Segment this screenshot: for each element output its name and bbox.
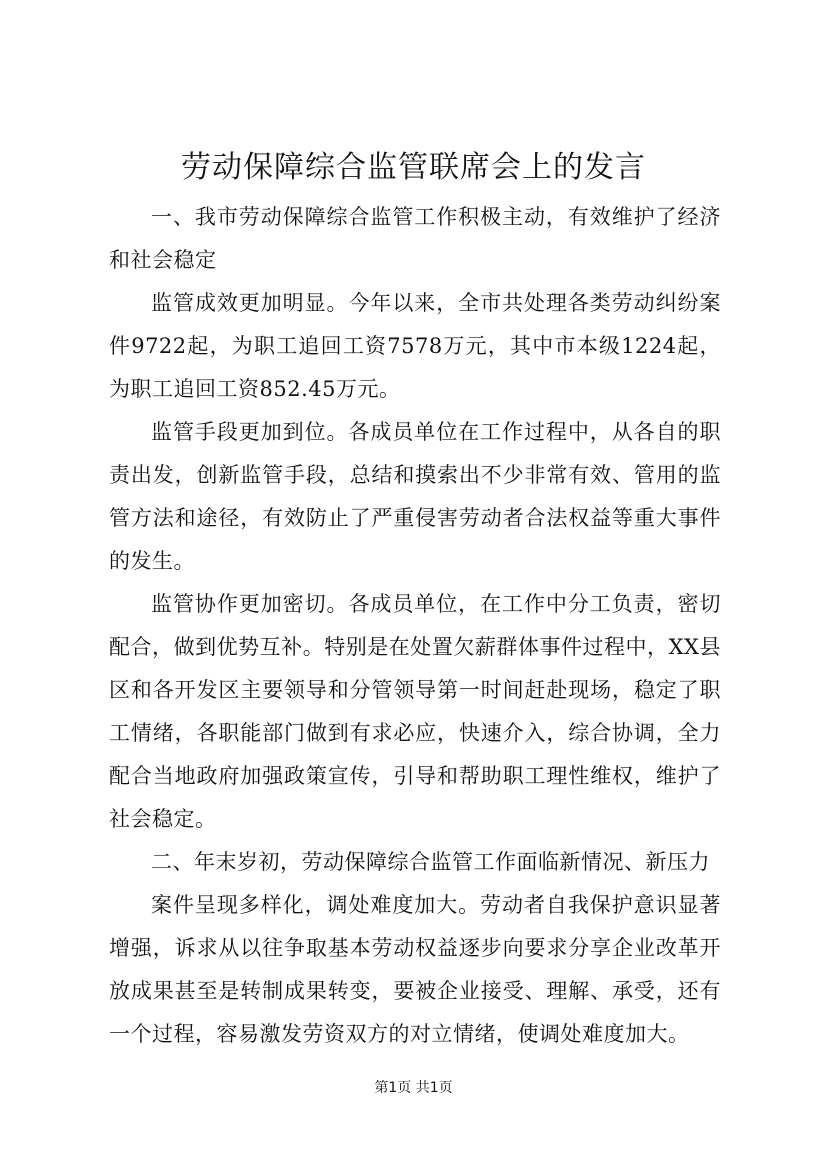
paragraph-supervision-results: 监管成效更加明显。今年以来，全市共处理各类劳动纠纷案件9722起，为职工追回工资7578万元，其中市本级1224起，为职工追回工资852.45万元。 bbox=[109, 291, 721, 401]
page-footer: 第1页 共1页 bbox=[374, 1080, 453, 1096]
paragraph-case-diversification: 案件呈现多样化，调处难度加大。劳动者自我保护意识显著增强，诉求从以往争取基本劳动权益逐步向要求分享企业改革开放成果甚至是转制成果转变，要被企业接受、理解、承受，还有一个过程，容易激发劳资双方的对立情绪，使调处难度加大。 bbox=[109, 893, 721, 1046]
document-body bbox=[109, 196, 721, 1056]
section-heading-1: 一、我市劳动保障综合监管工作积极主动，有效维护了经济和社会稳定 bbox=[109, 205, 721, 272]
section-heading-2: 二、年末岁初，劳动保障综合监管工作面临新情况、新压力 bbox=[151, 850, 710, 874]
paragraph-supervision-cooperation: 监管协作更加密切。各成员单位，在工作中分工负责，密切配合，做到优势互补。特别是在处置欠薪群体事件过程中，XX县区和各开发区主要领导和分管领导第一时间赶赴现场，稳定了职工情绪，各职能部门做到有求必应，快速介入，综合协调，全力配合当地政府加强政策宣传，引导和帮助职工理性维权，维护了社会稳定。 bbox=[109, 592, 721, 831]
document-title: 劳动保障综合监管联席会上的发言 bbox=[181, 150, 646, 185]
paragraph-supervision-means: 监管手段更加到位。各成员单位在工作过程中，从各自的职责出发，创新监管手段，总结和摸索出不少非常有效、管用的监管方法和途径，有效防止了严重侵害劳动者合法权益等重大事件的发生。 bbox=[109, 420, 721, 573]
